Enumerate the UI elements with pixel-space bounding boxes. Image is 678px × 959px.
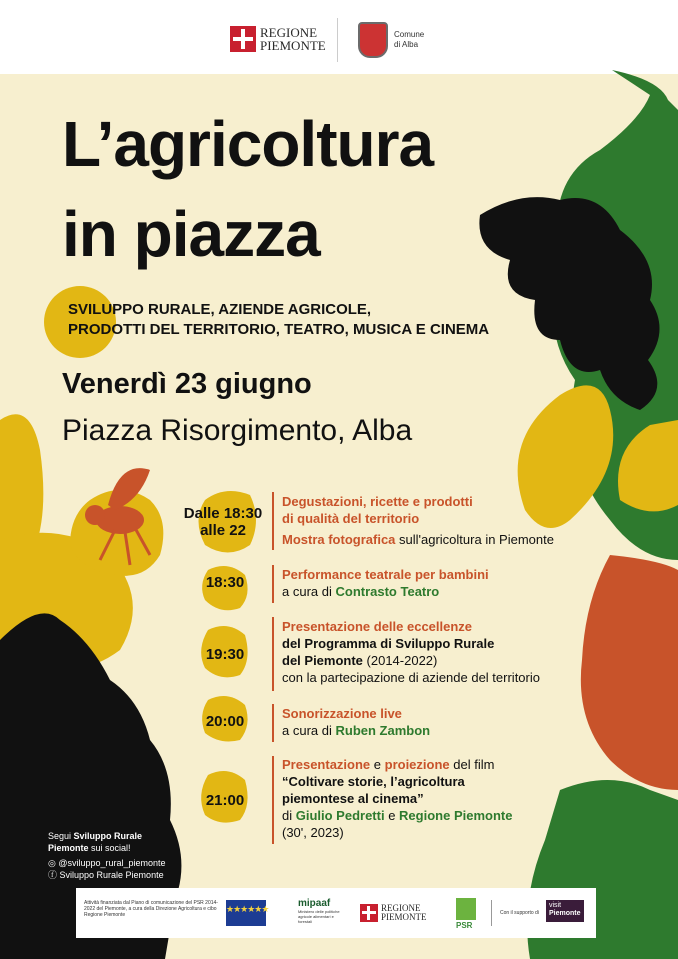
visit-label: visit [549, 902, 562, 909]
social-bold-1: Sviluppo Rurale [73, 831, 143, 841]
footer-regione-label: REGIONE [381, 903, 421, 913]
eu-stars: ★★★★★★ [226, 904, 269, 914]
footer-divider [491, 900, 492, 926]
orange-pepper-shape [581, 555, 678, 790]
footer-piemonte-label: PIEMONTE [381, 912, 427, 922]
subtitle-line-2: PRODOTTI DEL TERRITORIO, TEATRO, MUSICA E CINEMA [68, 321, 490, 338]
instagram-icon: ◎ [48, 858, 59, 868]
program-2-line-a: Performance teatrale per bambini [282, 567, 489, 582]
program-5-film-title-1: “Coltivare storie, l’agricoltura [282, 774, 465, 789]
instagram-handle[interactable]: @sviluppo_rural_piemonte [58, 858, 166, 868]
program-divider [272, 756, 274, 844]
psr-icon [456, 898, 476, 920]
time-slot-5: 21:00 [205, 792, 245, 809]
social-rest: sui social! [88, 843, 131, 853]
title-line-2: in piazza [62, 198, 320, 270]
program-3-rest: (2014-2022) [362, 653, 438, 668]
program-5-director: Giulio Pedretti [295, 808, 385, 823]
program-2-prefix: a cura di [282, 584, 336, 599]
program-5-a1: Presentazione [282, 757, 371, 772]
social-block [48, 830, 166, 881]
program-3-line-b: del Programma di Sviluppo Rurale [282, 636, 495, 651]
time-slot-1-start: Dalle 18:30 [183, 505, 263, 522]
program-2-green: Contrasto Teatro [335, 584, 440, 599]
event-title [62, 108, 434, 270]
program-item-1 [282, 493, 554, 548]
program-item-3 [282, 618, 540, 686]
mipaaf-label: mipaaf [298, 898, 331, 909]
psr-logo [456, 898, 476, 930]
piemonte-flag-icon [360, 904, 378, 922]
time-slot-4: 20:00 [205, 713, 245, 730]
piemonte-label: PIEMONTE [260, 38, 326, 53]
time-slot-3: 19:30 [205, 646, 245, 663]
event-date: Venerdì 23 giugno [62, 368, 312, 400]
social-bold-2: Piemonte [48, 843, 89, 853]
event-place: Piazza Risorgimento, Alba [62, 414, 413, 447]
title-line-1: L’agricoltura [62, 108, 434, 180]
eu-flag-icon [226, 900, 269, 926]
program-1-bold: Mostra fotografica [282, 532, 396, 547]
time-slot-1 [178, 505, 268, 539]
event-subtitle [68, 300, 489, 340]
program-divider [272, 565, 274, 603]
funding-note: Attività finanziata dal Piano di comunicazione del PSR 2014-2022 del Piemonte, a cura della Direzione Agricoltura e cibo Regione Piemonte [84, 900, 218, 918]
time-slot-1-end: alle 22 [200, 522, 246, 539]
program-5-producer: Regione Piemonte [399, 808, 513, 823]
mipaaf-sub: Ministero delle politiche agricole alimentari e forestali [298, 909, 340, 924]
program-5-a4: del film [449, 757, 495, 772]
program-divider [272, 492, 274, 550]
visit-piemonte-label: Piemonte [549, 910, 581, 917]
facebook-icon: ⓕ [48, 870, 60, 880]
time-slot-2: 18:30 [205, 574, 245, 591]
social-prefix: Segui [48, 831, 74, 841]
program-1-line-b: di qualità del territorio [282, 511, 420, 526]
program-item-5 [282, 756, 512, 841]
mipaaf-logo [298, 898, 348, 924]
program-3-line-a: Presentazione delle eccellenze [282, 619, 473, 634]
program-5-di: di [282, 808, 296, 823]
comune-label: Comune [394, 30, 425, 39]
program-4-prefix: a cura di [282, 723, 336, 738]
program-divider [272, 704, 274, 742]
visit-piemonte-logo [546, 900, 584, 922]
program-5-duration: (30', 2023) [282, 825, 344, 840]
program-4-green: Ruben Zambon [335, 723, 431, 738]
program-4-line-a: Sonorizzazione live [282, 706, 402, 721]
program-3-line-d: con la partecipazione di aziende del territorio [282, 670, 540, 685]
program-5-and: e [384, 808, 400, 823]
alba-label: di Alba [394, 40, 419, 49]
support-label: Con il supporto di [500, 910, 539, 916]
program-divider [272, 617, 274, 691]
sponsor-footer [76, 888, 596, 938]
program-5-a2: e [370, 757, 385, 772]
psr-label: PSR [456, 921, 473, 930]
facebook-handle[interactable]: Sviluppo Rurale Piemonte [59, 870, 164, 880]
regione-label: REGIONE [260, 25, 318, 40]
program-item-2 [282, 566, 489, 600]
footer-regione-logo [360, 904, 427, 922]
program-5-film-title-2: piemontese al cinema” [282, 791, 424, 806]
program-item-4 [282, 705, 430, 739]
program-5-a3: proiezione [384, 757, 450, 772]
subtitle-line-1: SVILUPPO RURALE, AZIENDE AGRICOLE, [68, 301, 372, 318]
program-1-rest: sull'agricoltura in Piemonte [395, 532, 554, 547]
program-3-bold: del Piemonte [282, 653, 363, 668]
program-1-line-a: Degustazioni, ricette e prodotti [282, 494, 473, 509]
